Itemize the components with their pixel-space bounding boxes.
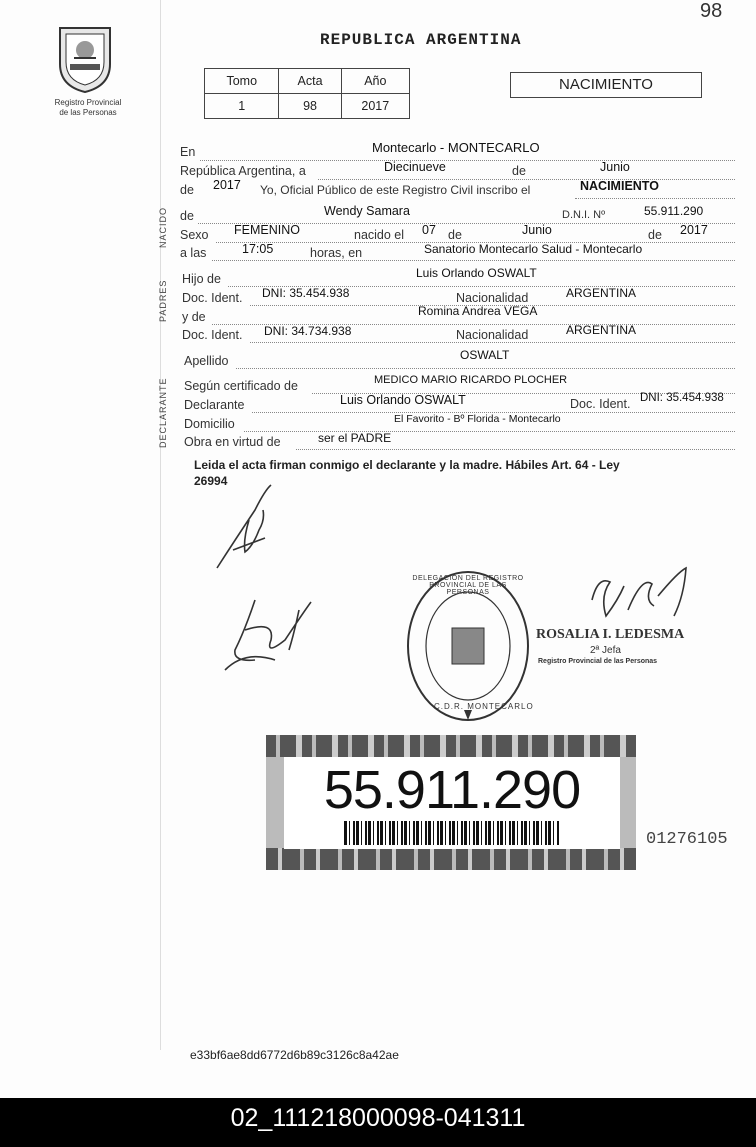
table-cell-anio: 2017 bbox=[341, 94, 409, 119]
field-domicilio: El Favorito - Bº Florida - Montecarlo bbox=[394, 413, 561, 425]
field-dni: 55.911.290 bbox=[644, 204, 704, 218]
dni-label bbox=[266, 735, 636, 870]
label-apellido: Apellido bbox=[184, 354, 229, 368]
page-number: 98 bbox=[700, 0, 723, 22]
record-table bbox=[204, 68, 410, 119]
official-role: 2ª Jefa bbox=[590, 645, 621, 656]
table-cell-acta: 98 bbox=[279, 94, 341, 119]
footer-bar bbox=[0, 1098, 756, 1147]
field-dia-letras: Diecinueve bbox=[384, 160, 446, 174]
record-type-box: NACIMIENTO bbox=[510, 72, 702, 98]
field-dia-nac: 07 bbox=[422, 223, 436, 237]
official-office: Registro Provincial de las Personas bbox=[538, 658, 658, 665]
stamp-ring-text: DELEGACION DEL REGISTRO PROVINCIAL DE LAS PERSONAS bbox=[412, 575, 524, 596]
field-mes-acta: Junio bbox=[600, 160, 630, 174]
field-sexo: FEMENINO bbox=[234, 223, 300, 237]
label-doc-ident2: Doc. Ident. bbox=[182, 328, 243, 342]
label-declarante: Declarante bbox=[184, 398, 245, 412]
label-dni: D.N.I. Nº bbox=[562, 209, 606, 221]
closing-line2: 26994 bbox=[194, 474, 228, 488]
label-de3: de bbox=[180, 209, 194, 223]
label-a-las: a las bbox=[180, 246, 207, 260]
field-apellido: OSWALT bbox=[460, 348, 510, 362]
label-hijo-de: Hijo de bbox=[182, 272, 221, 286]
field-madre: Romina Andrea VEGA bbox=[418, 304, 538, 318]
label-y-de: y de bbox=[182, 310, 206, 324]
document-hash: e33bf6ae8dd6772d6b89c3126c8a42ae bbox=[190, 1048, 399, 1062]
label-de5: de bbox=[648, 228, 662, 242]
field-obra: ser el PADRE bbox=[318, 431, 392, 445]
label-en: En bbox=[180, 145, 196, 159]
label-window bbox=[284, 757, 620, 849]
seal-caption-line2: de las Personas bbox=[59, 108, 117, 117]
field-lugar: Montecarlo - MONTECARLO bbox=[372, 140, 540, 155]
dotted-line bbox=[250, 342, 735, 343]
field-anio-nac: 2017 bbox=[680, 223, 708, 237]
label-de4: de bbox=[448, 228, 462, 242]
table-cell-tomo: 1 bbox=[205, 94, 279, 119]
label-serial: 01276105 bbox=[646, 830, 728, 849]
section-nacido: NACIDO bbox=[158, 206, 168, 248]
field-lugar-nac: Sanatorio Montecarlo Salud - Montecarlo bbox=[424, 242, 643, 256]
field-anio-acta: 2017 bbox=[213, 178, 241, 192]
label-pattern-bottom bbox=[266, 848, 636, 870]
seal-caption bbox=[44, 98, 132, 118]
label-de1: de bbox=[512, 164, 526, 178]
dotted-line bbox=[575, 198, 735, 199]
margin-line bbox=[160, 0, 161, 1050]
section-declarante: DECLARANTE bbox=[158, 377, 168, 448]
field-hora: 17:05 bbox=[242, 242, 274, 256]
section-padres: PADRES bbox=[158, 279, 168, 322]
signature-madre bbox=[215, 590, 325, 680]
field-madre-nac: ARGENTINA bbox=[566, 323, 637, 337]
dotted-line bbox=[200, 160, 735, 161]
field-padre-doc: DNI: 35.454.938 bbox=[262, 286, 350, 300]
field-certificado: MEDICO MARIO RICARDO PLOCHER bbox=[374, 374, 568, 386]
label-horas-en: horas, en bbox=[310, 246, 363, 260]
table-header-tomo: Tomo bbox=[205, 69, 279, 94]
table-header-anio: Año bbox=[341, 69, 409, 94]
signature-declarante bbox=[205, 480, 285, 580]
label-domicilio: Domicilio bbox=[184, 417, 235, 431]
label-doc-ident3: Doc. Ident. bbox=[570, 397, 631, 411]
dni-number: 55.911.290 bbox=[323, 760, 581, 820]
stamp-inner-text: C.D.R. MONTECARLO bbox=[434, 702, 534, 711]
field-nombre: Wendy Samara bbox=[324, 204, 410, 218]
seal-caption-line1: Registro Provincial bbox=[54, 98, 122, 107]
dotted-line bbox=[318, 179, 735, 180]
footer-id: 02_111218000098-041311 bbox=[230, 1104, 526, 1132]
label-nacionalidad2: Nacionalidad bbox=[456, 328, 529, 342]
official-name: ROSALIA I. LEDESMA bbox=[536, 627, 685, 642]
barcode bbox=[344, 821, 560, 845]
signature-official bbox=[588, 566, 698, 636]
field-declarante-doc: DNI: 35.454.938 bbox=[640, 392, 724, 404]
page-title: REPUBLICA ARGENTINA bbox=[320, 31, 522, 49]
label-doc-ident1: Doc. Ident. bbox=[182, 291, 243, 305]
label-de2: de bbox=[180, 183, 194, 197]
field-padre: Luis Orlando OSWALT bbox=[416, 266, 537, 280]
label-obra: Obra en virtud de bbox=[184, 435, 281, 449]
field-padre-nac: ARGENTINA bbox=[566, 286, 637, 300]
closing-line1: Leida el acta firman conmigo el declarante y la madre. Hábiles Art. 64 - Ley bbox=[194, 458, 620, 472]
label-nacionalidad1: Nacionalidad bbox=[456, 291, 529, 305]
label-yo-oficial: Yo, Oficial Público de este Registro Civil inscribo el bbox=[260, 183, 531, 197]
label-pattern-top bbox=[266, 735, 636, 757]
label-sexo: Sexo bbox=[180, 228, 209, 242]
dotted-line bbox=[212, 260, 735, 261]
dotted-line bbox=[236, 368, 735, 369]
table-header-acta: Acta bbox=[279, 69, 341, 94]
label-republica: República Argentina, a bbox=[180, 164, 306, 178]
field-madre-doc: DNI: 34.734.938 bbox=[264, 324, 352, 338]
field-declarante: Luis Orlando OSWALT bbox=[340, 393, 466, 407]
label-segun: Según certificado de bbox=[184, 379, 298, 393]
field-mes-nac: Junio bbox=[522, 223, 552, 237]
field-inscribe: NACIMIENTO bbox=[580, 179, 659, 193]
dotted-line bbox=[296, 449, 735, 450]
province-seal bbox=[52, 20, 118, 94]
label-nacido-el: nacido el bbox=[354, 228, 405, 242]
